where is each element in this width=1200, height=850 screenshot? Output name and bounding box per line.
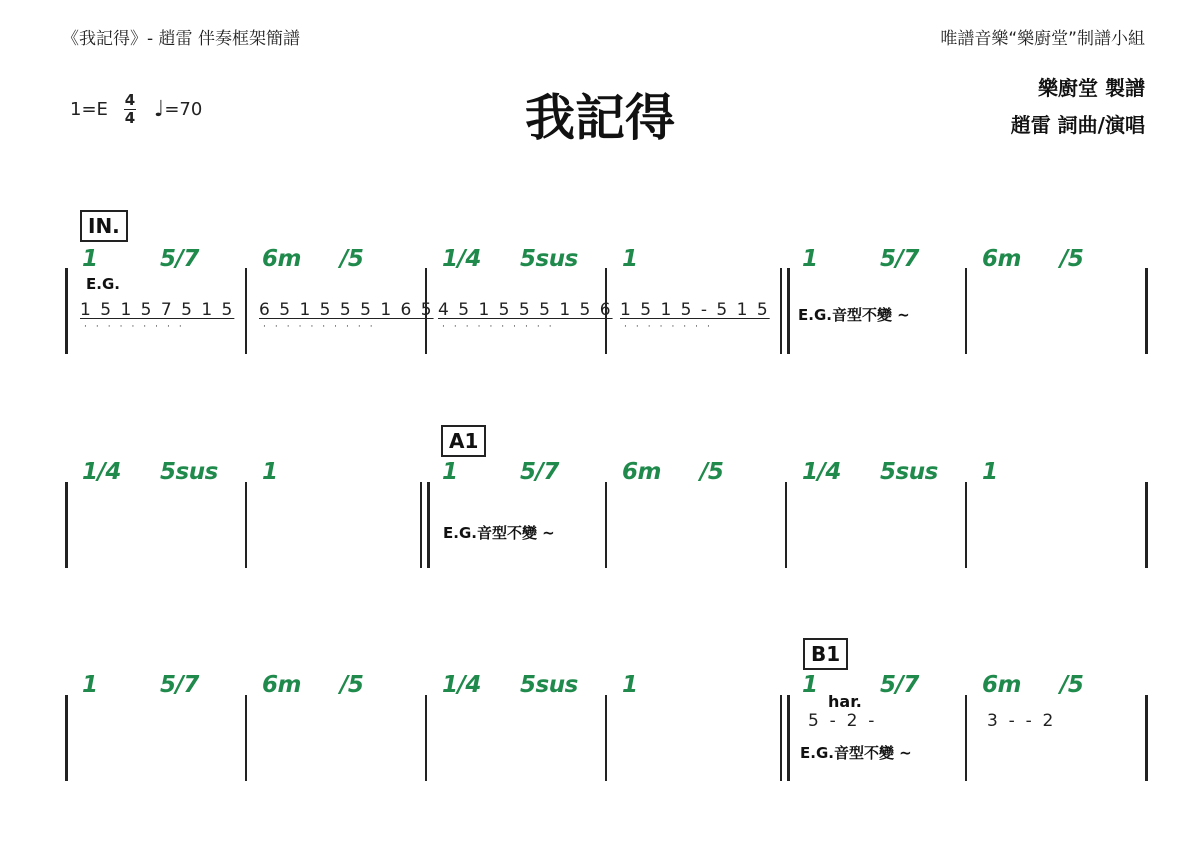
measure-notes: 1 5 1 5 7 5 1 5 xyxy=(80,300,235,320)
chord: 1/4 xyxy=(82,459,121,485)
barline xyxy=(1145,268,1148,354)
chord: /5 xyxy=(340,672,364,698)
chord: 1/4 xyxy=(802,459,841,485)
chord: 5sus xyxy=(160,459,218,485)
barline xyxy=(1145,482,1148,568)
page-title: 我記得 xyxy=(525,89,675,147)
eg-pattern-text: E.G.音型不變 ~ xyxy=(443,524,555,542)
barline xyxy=(785,482,787,568)
chord: 5/7 xyxy=(880,672,919,698)
octave-dots: ········· xyxy=(84,322,191,332)
octave-dots: ·········· xyxy=(442,322,561,332)
quarter-note-icon: ♩ xyxy=(153,97,165,122)
eg-pattern-text: E.G.音型不變 ~ xyxy=(800,744,912,762)
barline xyxy=(605,695,607,781)
double-barline xyxy=(427,482,430,568)
chord: 1/4 xyxy=(442,672,481,698)
header-right: 唯譜音樂“樂廚堂”制譜小組 xyxy=(940,29,1145,49)
section-a1: A1 xyxy=(441,425,486,457)
credit-maker: 樂廚堂 製譜 xyxy=(1038,76,1145,100)
chord: 5/7 xyxy=(160,672,199,698)
header-left: 《我記得》- 趙雷 伴奏框架簡譜 xyxy=(62,29,300,49)
chord: 5sus xyxy=(520,672,578,698)
octave-dots: ········ xyxy=(624,322,719,332)
chord: /5 xyxy=(340,246,364,272)
double-barline xyxy=(420,482,422,568)
chord: 5/7 xyxy=(880,246,919,272)
chord: 1 xyxy=(622,672,638,698)
chord: 6m xyxy=(982,246,1021,272)
chord: 1 xyxy=(802,672,818,698)
double-barline xyxy=(787,695,790,781)
octave-dots: ·········· xyxy=(263,322,382,332)
measure-notes: 1 5 1 5 - 5 1 5 xyxy=(620,300,770,320)
barline xyxy=(605,482,607,568)
barline xyxy=(65,268,68,354)
har-measure: 5 - 2 - xyxy=(808,711,875,731)
chord: 1 xyxy=(802,246,818,272)
eg-label: E.G. xyxy=(86,275,120,293)
key-signature: 1=E xyxy=(70,99,108,120)
barline xyxy=(965,268,967,354)
chord: 5/7 xyxy=(160,246,199,272)
measure-notes: 6 5 1 5 5 5 1 6 5 xyxy=(259,300,434,320)
barline xyxy=(65,482,68,568)
barline xyxy=(245,482,247,568)
tempo: =70 xyxy=(164,99,203,120)
barline xyxy=(245,268,247,354)
barline xyxy=(65,695,68,781)
barline xyxy=(425,695,427,781)
chord: 1/4 xyxy=(442,246,481,272)
barline xyxy=(1145,695,1148,781)
section-intro: IN. xyxy=(80,210,128,242)
har-measure: 3 - - 2 xyxy=(987,711,1054,731)
chord: 5sus xyxy=(880,459,938,485)
chord: 5/7 xyxy=(520,459,559,485)
chord: 6m xyxy=(262,672,301,698)
barline xyxy=(965,482,967,568)
chord: /5 xyxy=(1060,672,1084,698)
eg-pattern-text: E.G.音型不變 ~ xyxy=(798,306,910,324)
measure-notes: 4 5 1 5 5 5 1 5 6 xyxy=(438,300,613,320)
chord: 6m xyxy=(622,459,661,485)
chord: 1 xyxy=(442,459,458,485)
double-barline xyxy=(780,695,782,781)
chord: 1 xyxy=(82,672,98,698)
chord: /5 xyxy=(1060,246,1084,272)
time-signature: 4 4 xyxy=(124,91,136,127)
chord: 6m xyxy=(982,672,1021,698)
credit-author: 趙雷 詞曲/演唱 xyxy=(1010,113,1145,137)
chord: 1 xyxy=(82,246,98,272)
barline xyxy=(965,695,967,781)
chord: 5sus xyxy=(520,246,578,272)
chord: 6m xyxy=(262,246,301,272)
double-barline xyxy=(780,268,782,354)
barline xyxy=(245,695,247,781)
chord: /5 xyxy=(700,459,724,485)
chord: 1 xyxy=(622,246,638,272)
section-b1: B1 xyxy=(803,638,848,670)
double-barline xyxy=(787,268,790,354)
chord: 1 xyxy=(262,459,278,485)
chord: 1 xyxy=(982,459,998,485)
har-label: har. xyxy=(828,692,862,711)
